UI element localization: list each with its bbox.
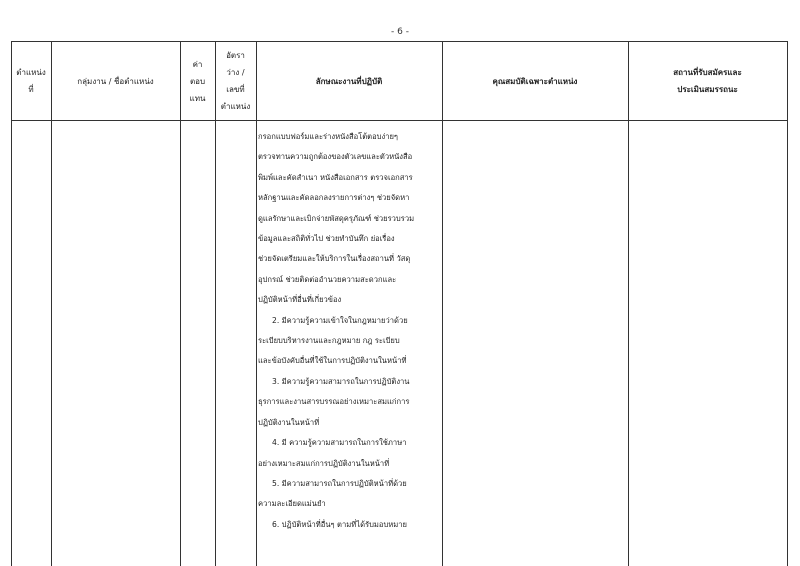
header-text: ค่า ตอบ แทน bbox=[189, 59, 206, 103]
job-description-cell bbox=[258, 127, 448, 535]
header-position-no bbox=[11, 42, 51, 120]
job-description-line: 2. มีความรู้ความเข้าใจในกฎหมายว่าด้วย bbox=[272, 315, 408, 325]
job-description-line: อุปกรณ์ ช่วยติดต่ออำนวยความสะดวกและ bbox=[258, 274, 397, 284]
job-description-line: ปฏิบัติงานในหน้าที่ bbox=[258, 417, 320, 427]
header-recruiting-place bbox=[628, 42, 787, 120]
job-description-line: ธุรการและงานสารบรรณอย่างเหมาะสมแก่การ bbox=[258, 397, 410, 407]
header-job-description bbox=[256, 42, 442, 120]
job-description-line: ความละเอียดแม่นยำ bbox=[258, 499, 326, 509]
header-divider bbox=[11, 120, 787, 121]
job-description-line: 3. มีความรู้ความสามารถในการปฏิบัติงาน bbox=[272, 376, 410, 386]
header-group-name bbox=[51, 42, 180, 120]
job-description-line: และข้อบังคับอื่นที่ใช้ในการปฏิบัติงานในหน้าที่ bbox=[258, 356, 407, 366]
job-description-line: 6. ปฏิบัติหน้าที่อื่นๆ ตามที่ได้รับมอบหมาย bbox=[272, 519, 408, 529]
header-vacancy bbox=[215, 42, 256, 120]
col-border bbox=[787, 41, 788, 566]
job-description-line: อย่างเหมาะสมแก่การปฏิบัติงานในหน้าที่ bbox=[258, 458, 390, 468]
job-description-line: หลักฐานและคัดลอกลงรายการต่างๆ ช่วยจัดหา bbox=[258, 193, 410, 203]
job-description-line: 4. มี ความรู้ความสามารถในการใช้ภาษา bbox=[272, 438, 407, 448]
header-qualifications bbox=[442, 42, 628, 120]
job-description-line: ช่วยจัดเตรียมและให้บริการในเรื่องสถานที่ วัสดุ bbox=[258, 254, 411, 264]
job-description-line: กรอกแบบฟอร์มและร่างหนังสือโต้ตอบง่ายๆ bbox=[258, 132, 398, 141]
job-description-line: ระเบียบบริหารงานและกฎหมาย กฎ ระเบียบ bbox=[258, 336, 400, 346]
header-compensation bbox=[180, 42, 215, 120]
job-description-line: พิมพ์และคัดสำเนา หนังสือเอกสาร ตรวจเอกสาร bbox=[258, 172, 413, 182]
header-text: ลักษณะงานที่ปฏิบัติ bbox=[315, 76, 383, 86]
job-description-line: ตรวจทานความถูกต้องของตัวเลขและตัวหนังสือ bbox=[258, 152, 413, 162]
job-description-line: ข้อมูลและสถิติทั่วไป ช่วยทำบันทึก ย่อเรื่อง bbox=[258, 234, 395, 244]
header-text: ตำแหน่ง ที่ bbox=[16, 68, 46, 94]
page-number: - 6 - bbox=[391, 27, 409, 37]
header-text: กลุ่มงาน / ชื่อตำแหน่ง bbox=[77, 76, 154, 86]
job-description-line: ปฏิบัติหน้าที่อื่นที่เกี่ยวข้อง bbox=[258, 295, 342, 305]
header-text: คุณสมบัติเฉพาะตำแหน่ง bbox=[492, 76, 578, 86]
header-text: สถานที่รับสมัครและ ประเมินสมรรถนะ bbox=[673, 68, 742, 94]
job-description-line: ดูแลรักษาและเบิกจ่ายพัสดุครุภัณฑ์ ช่วยรวบรวม bbox=[258, 213, 415, 223]
job-description-line: 5. มีความสามารถในการปฏิบัติหน้าที่ด้วย bbox=[272, 478, 407, 488]
header-text: อัตรา ว่าง / เลขที่ ตำแหน่ง bbox=[220, 51, 251, 111]
